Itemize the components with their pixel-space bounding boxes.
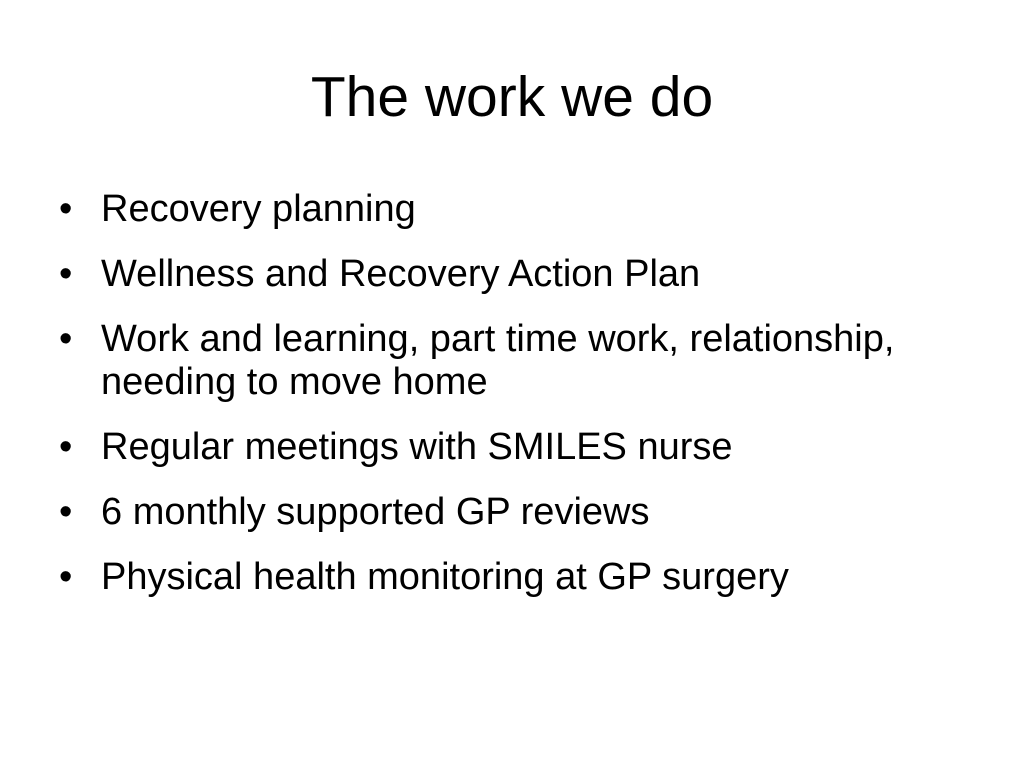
- bullet-icon: •: [59, 318, 73, 360]
- bullet-text: 6 monthly supported GP reviews: [101, 491, 650, 533]
- bullet-icon: •: [59, 426, 73, 468]
- bullet-text: Work and learning, part time work, relationship, needing to move home: [101, 318, 895, 403]
- bullet-list: [59, 188, 959, 621]
- slide-title: The work we do: [310, 65, 714, 129]
- bullet-icon: •: [59, 253, 73, 295]
- bullet-item-wellness-recovery-action-plan: [59, 253, 959, 296]
- bullet-text: Wellness and Recovery Action Plan: [101, 253, 701, 295]
- bullet-icon: •: [59, 188, 73, 230]
- bullet-item-gp-reviews: [59, 491, 959, 534]
- bullet-text: Regular meetings with SMILES nurse: [101, 426, 733, 468]
- bullet-item-regular-meetings: [59, 426, 959, 469]
- bullet-item-recovery-planning: [59, 188, 959, 231]
- bullet-text: Recovery planning: [101, 188, 416, 230]
- bullet-icon: •: [59, 556, 73, 598]
- bullet-text: Physical health monitoring at GP surgery: [101, 556, 789, 598]
- bullet-icon: •: [59, 491, 73, 533]
- bullet-item-work-and-learning: [59, 318, 959, 404]
- bullet-item-physical-health-monitoring: [59, 556, 959, 599]
